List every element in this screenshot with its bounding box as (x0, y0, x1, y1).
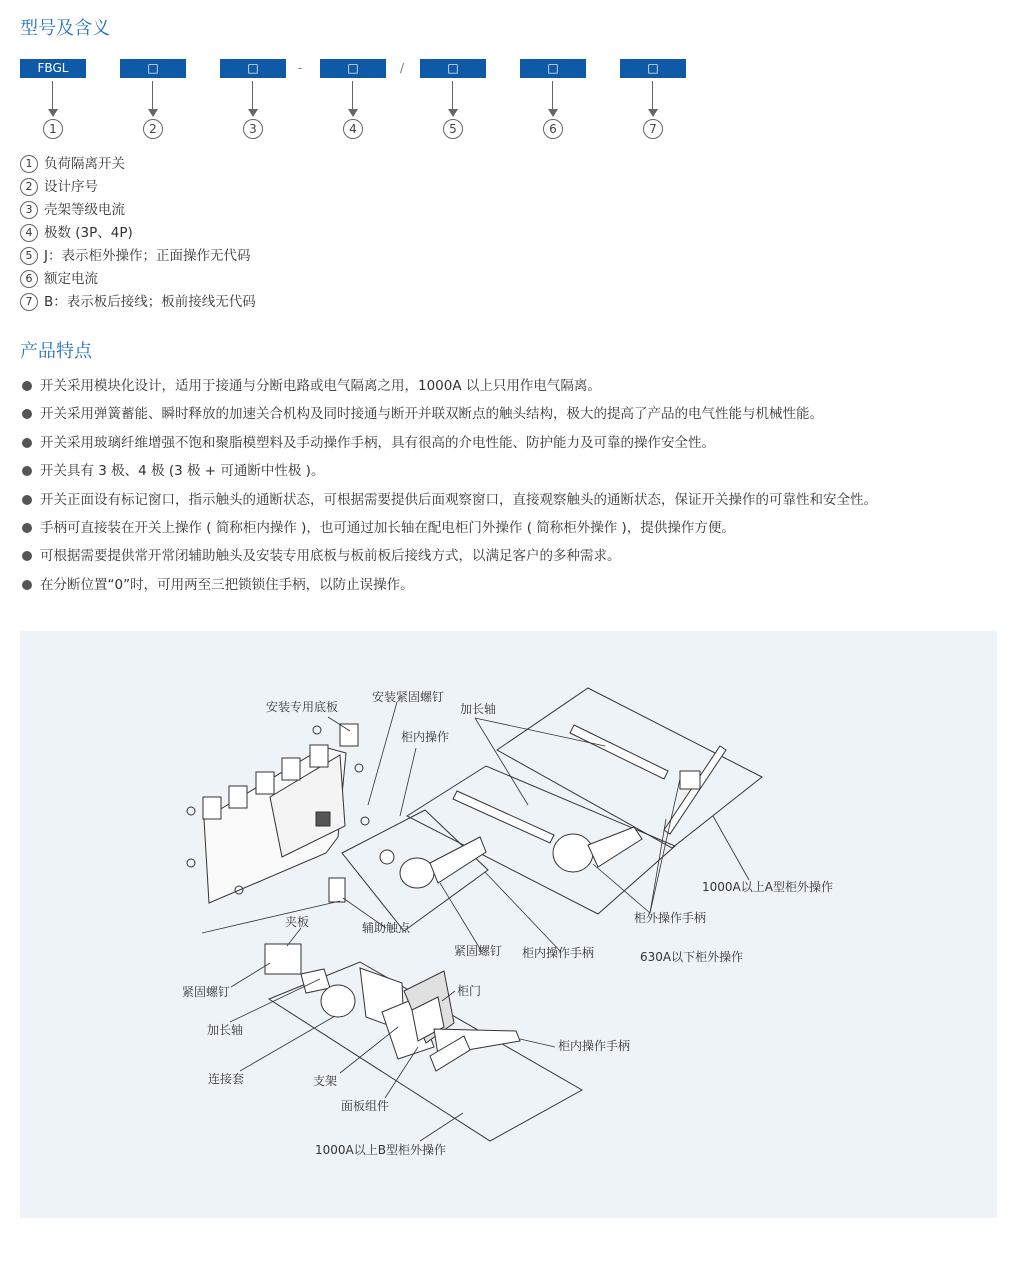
arrow-down-icon (48, 81, 58, 119)
feature-item (20, 546, 877, 574)
circle-number-1: 1 (43, 119, 63, 139)
extension-shaft-top (570, 725, 668, 779)
circle-number-7: 7 (643, 119, 663, 139)
bullet-icon (22, 580, 32, 590)
legend-number: 3 (20, 201, 38, 219)
code-box-3: □ (220, 59, 286, 78)
label-outer-handle: 柜外操作手柄 (634, 911, 707, 925)
arrow-down-icon (448, 81, 458, 119)
outer-op-handle-1000a-a (664, 746, 726, 834)
label-1000a-a-outer-op: 1000A以上A型柜外操作 (702, 880, 833, 894)
legend-text: 负荷隔离开关 (44, 155, 125, 172)
label-fix-screw-left: 紧固螺钉 (182, 985, 231, 999)
label-inner-op: 柜内操作 (401, 730, 450, 744)
legend-item (20, 290, 256, 313)
code-box-5: □ (420, 59, 486, 78)
feature-text: 开关正面设有标记窗口，指示触头的通断状态，可根据需要提供后面观察窗口，直接观察触头的通断状态，保证开关操作的可靠性和安全性。 (40, 491, 877, 508)
label-1000a-b-outer-op: 1000A以上B型柜外操作 (315, 1143, 446, 1157)
code-box-1: FBGL (20, 59, 86, 78)
legend-text: 极数 (3P、4P) (44, 224, 133, 241)
bullet-icon (22, 495, 32, 505)
label-630a-outer-op: 630A以下柜外操作 (640, 950, 744, 964)
legend-number: 2 (20, 178, 38, 196)
label-aux-contact: 辅助触点 (362, 921, 411, 935)
circle-number-5: 5 (443, 119, 463, 139)
arrow-down-icon (648, 81, 658, 119)
feature-text: 开关采用模块化设计，适用于接通与分断电路或电气隔离之用，1000A 以上只用作电气隔离。 (40, 378, 601, 394)
legend-item (20, 152, 256, 175)
feature-item (20, 404, 877, 432)
feature-item (20, 461, 877, 489)
legend-number: 7 (20, 293, 38, 311)
feature-item (20, 433, 877, 461)
legend-item (20, 244, 256, 267)
bullet-icon (22, 438, 32, 448)
label-inner-handle-mid: 柜内操作手柄 (522, 946, 595, 960)
circle-number-2: 2 (143, 119, 163, 139)
code-box-6: □ (520, 59, 586, 78)
legend-text: J：表示柜外操作；正面操作无代码 (44, 247, 251, 264)
model-code-row (0, 59, 1024, 149)
feature-item (20, 490, 877, 518)
label-ext-shaft-top: 加长轴 (460, 702, 497, 716)
legend-text: B：表示板后接线；板前接线无代码 (44, 293, 256, 310)
legend-text: 额定电流 (44, 270, 98, 287)
label-panel-assembly: 面板组件 (341, 1099, 390, 1113)
code-box-4: □ (320, 59, 386, 78)
bullet-icon (22, 409, 32, 419)
bullet-icon (22, 551, 32, 561)
features-section-title: 产品特点 (20, 341, 92, 362)
feature-text: 开关采用弹簧蓄能、瞬时释放的加速关合机构及同时接通与断开并联双断点的触头结构，极大的提高了产品的电气性能与机械性能。 (40, 406, 823, 423)
legend-item (20, 267, 256, 290)
circle-number-4: 4 (343, 119, 363, 139)
extension-shaft-mid (453, 791, 554, 843)
arrow-down-icon (148, 81, 158, 119)
outer-op-handle-630a (553, 827, 642, 872)
feature-item (20, 575, 877, 603)
code-box-7: □ (620, 59, 686, 78)
aux-contact-part (329, 878, 345, 902)
feature-item (20, 376, 877, 404)
legend-text: 设计序号 (44, 178, 98, 195)
legend-item (20, 221, 256, 244)
legend-number: 1 (20, 155, 38, 173)
arrow-down-icon (548, 81, 558, 119)
legend-text: 壳架等级电流 (44, 201, 125, 218)
bullet-icon (22, 523, 32, 533)
bullet-icon (22, 466, 32, 476)
legend-number: 6 (20, 270, 38, 288)
circle-number-3: 3 (243, 119, 263, 139)
legend-number: 5 (20, 247, 38, 265)
label-ext-shaft-left: 加长轴 (207, 1023, 244, 1037)
assembly-diagram-panel (20, 631, 997, 1218)
feature-list (20, 376, 877, 603)
separator-dash: - (298, 61, 303, 75)
legend-item (20, 198, 256, 221)
code-box-2: □ (120, 59, 186, 78)
legend-number: 4 (20, 224, 38, 242)
label-mount-screw: 安装紧固螺钉 (372, 690, 445, 704)
circle-number-6: 6 (543, 119, 563, 139)
plate-1000a-a (497, 688, 762, 848)
label-fix-screw-mid: 紧固螺钉 (454, 944, 503, 958)
label-coupling: 连接套 (208, 1072, 245, 1086)
label-inner-handle-right: 柜内操作手柄 (558, 1039, 631, 1053)
feature-item (20, 518, 877, 546)
feature-text: 可根据需要提供常开常闭辅助触头及安装专用底板与板前板后接线方式，以满足客户的多种需求。 (40, 548, 621, 565)
model-legend (20, 152, 256, 313)
label-bracket: 支架 (313, 1074, 338, 1088)
feature-text: 开关具有 3 极、4 极 (3 极 + 可通断中性极 )。 (40, 463, 325, 480)
arrow-down-icon (348, 81, 358, 119)
label-mount-plate: 安装专用底板 (266, 700, 339, 714)
feature-text: 在分断位置“0”时，可用两至三把锁锁住手柄，以防止误操作。 (40, 576, 414, 593)
legend-item (20, 175, 256, 198)
label-cabinet-door: 柜门 (457, 984, 482, 998)
feature-text: 手柄可直接装在开关上操作 ( 简称柜内操作 )，也可通过加长轴在配电柜门外操作 ( 简称柜外操作 )，提供操作方便。 (40, 519, 735, 536)
arrow-down-icon (248, 81, 258, 119)
inner-op-handle (380, 837, 486, 888)
switch-body (187, 724, 369, 903)
assembly-diagram (20, 631, 997, 1218)
separator-slash: / (400, 61, 405, 75)
label-clamp: 夹板 (285, 915, 310, 929)
feature-text: 开关采用玻璃纤维增强不饱和聚脂模塑料及手动操作手柄，具有很高的介电性能、防护能力及可靠的操作安全性。 (40, 434, 715, 451)
b-type-assembly (265, 944, 520, 1071)
bullet-icon (22, 381, 32, 391)
model-section-title: 型号及含义 (20, 18, 110, 39)
